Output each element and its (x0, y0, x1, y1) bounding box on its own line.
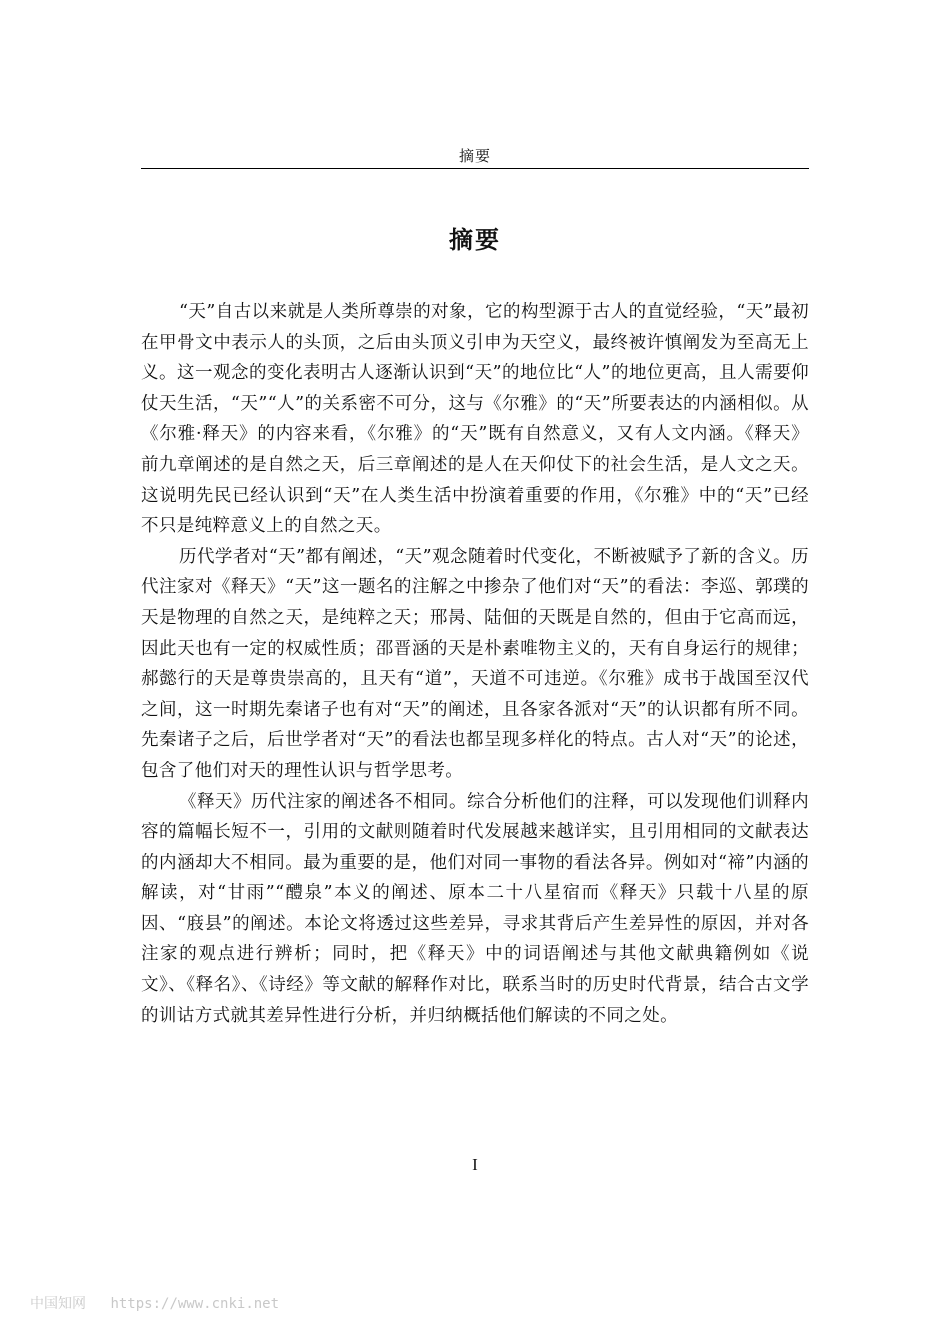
watermark-name: 中国知网 (30, 1296, 86, 1312)
watermark (30, 1293, 279, 1315)
abstract-body (141, 297, 809, 1031)
paragraph-1: “天”自古以来就是人类所尊崇的对象，它的构型源于古人的直觉经验，“天”最初在甲骨文中表示人的头顶，之后由头顶义引申为天空义，最终被许慎阐发为至高无上义。这一观念的变化表明古人逐渐认识到“天”的地位比“人”的地位更高，且人需要仰仗天生活，“天”“人”的关系密不可分，这与《尔雅》的“天”所要表达的内涵相似。从《尔雅·释天》的内容来看，《尔雅》的“天”既有自然意义，又有人文内涵。《释天》前九章阐述的是自然之天，后三章阐述的是人在天仰仗下的社会生活，是人文之天。这说明先民已经认识到“天”在人类生活中扮演着重要的作用，《尔雅》中的“天”已经不只是纯粹意义上的自然之天。 (141, 302, 809, 537)
page-title: 摘要 (449, 226, 501, 254)
paragraph-2: 历代学者对“天”都有阐述，“天”观念随着时代变化，不断被赋予了新的含义。历代注家对《释天》“天”这一题名的注解之中掺杂了他们对“天”的看法：李巡、郭璞的天是物理的自然之天，是纯粹之天；邢昺、陆佃的天既是自然的，但由于它高而远，因此天也有一定的权威性质；邵晋涵的天是朴素唯物主义的，天有自身运行的规律；郝懿行的天是尊贵崇高的，且天有“道”，天道不可违逆。《尔雅》成书于战国至汉代之间，这一时期先秦诸子也有对“天”的阐述，且各家各派对“天”的认识都有所不同。先秦诸子之后，后世学者对“天”的看法也都呈现多样化的特点。古人对“天”的论述，包含了他们对天的理性认识与哲学思考。 (141, 546, 809, 781)
page-number: I (472, 1155, 478, 1174)
header-rule (141, 168, 809, 169)
watermark-url: https://www.cnki.net (110, 1296, 280, 1312)
paragraph-3: 《释天》历代注家的阐述各不相同。综合分析他们的注释，可以发现他们训释内容的篇幅长短不一，引用的文献则随着时代发展越来越详实，且引用相同的文献表达的内涵却大不相同。最为重要的是，他们对同一事物的看法各异。例如对“禘”内涵的解读，对“甘雨”“醴泉”本义的阐述、原本二十八星宿而《释天》只载十八星的原因、“庪县”的阐述。本论文将透过这些差异，寻求其背后产生差异性的原因，并对各注家的观点进行辨析；同时，把《释天》中的词语阐述与其他文献典籍例如《说文》、《释名》、《诗经》等文献的解释作对比，联系当时的历史时代背景，结合古文学的训诂方式就其差异性进行分析，并归纳概括他们解读的不同之处。 (141, 791, 809, 1026)
running-header: 摘要 (458, 147, 491, 165)
